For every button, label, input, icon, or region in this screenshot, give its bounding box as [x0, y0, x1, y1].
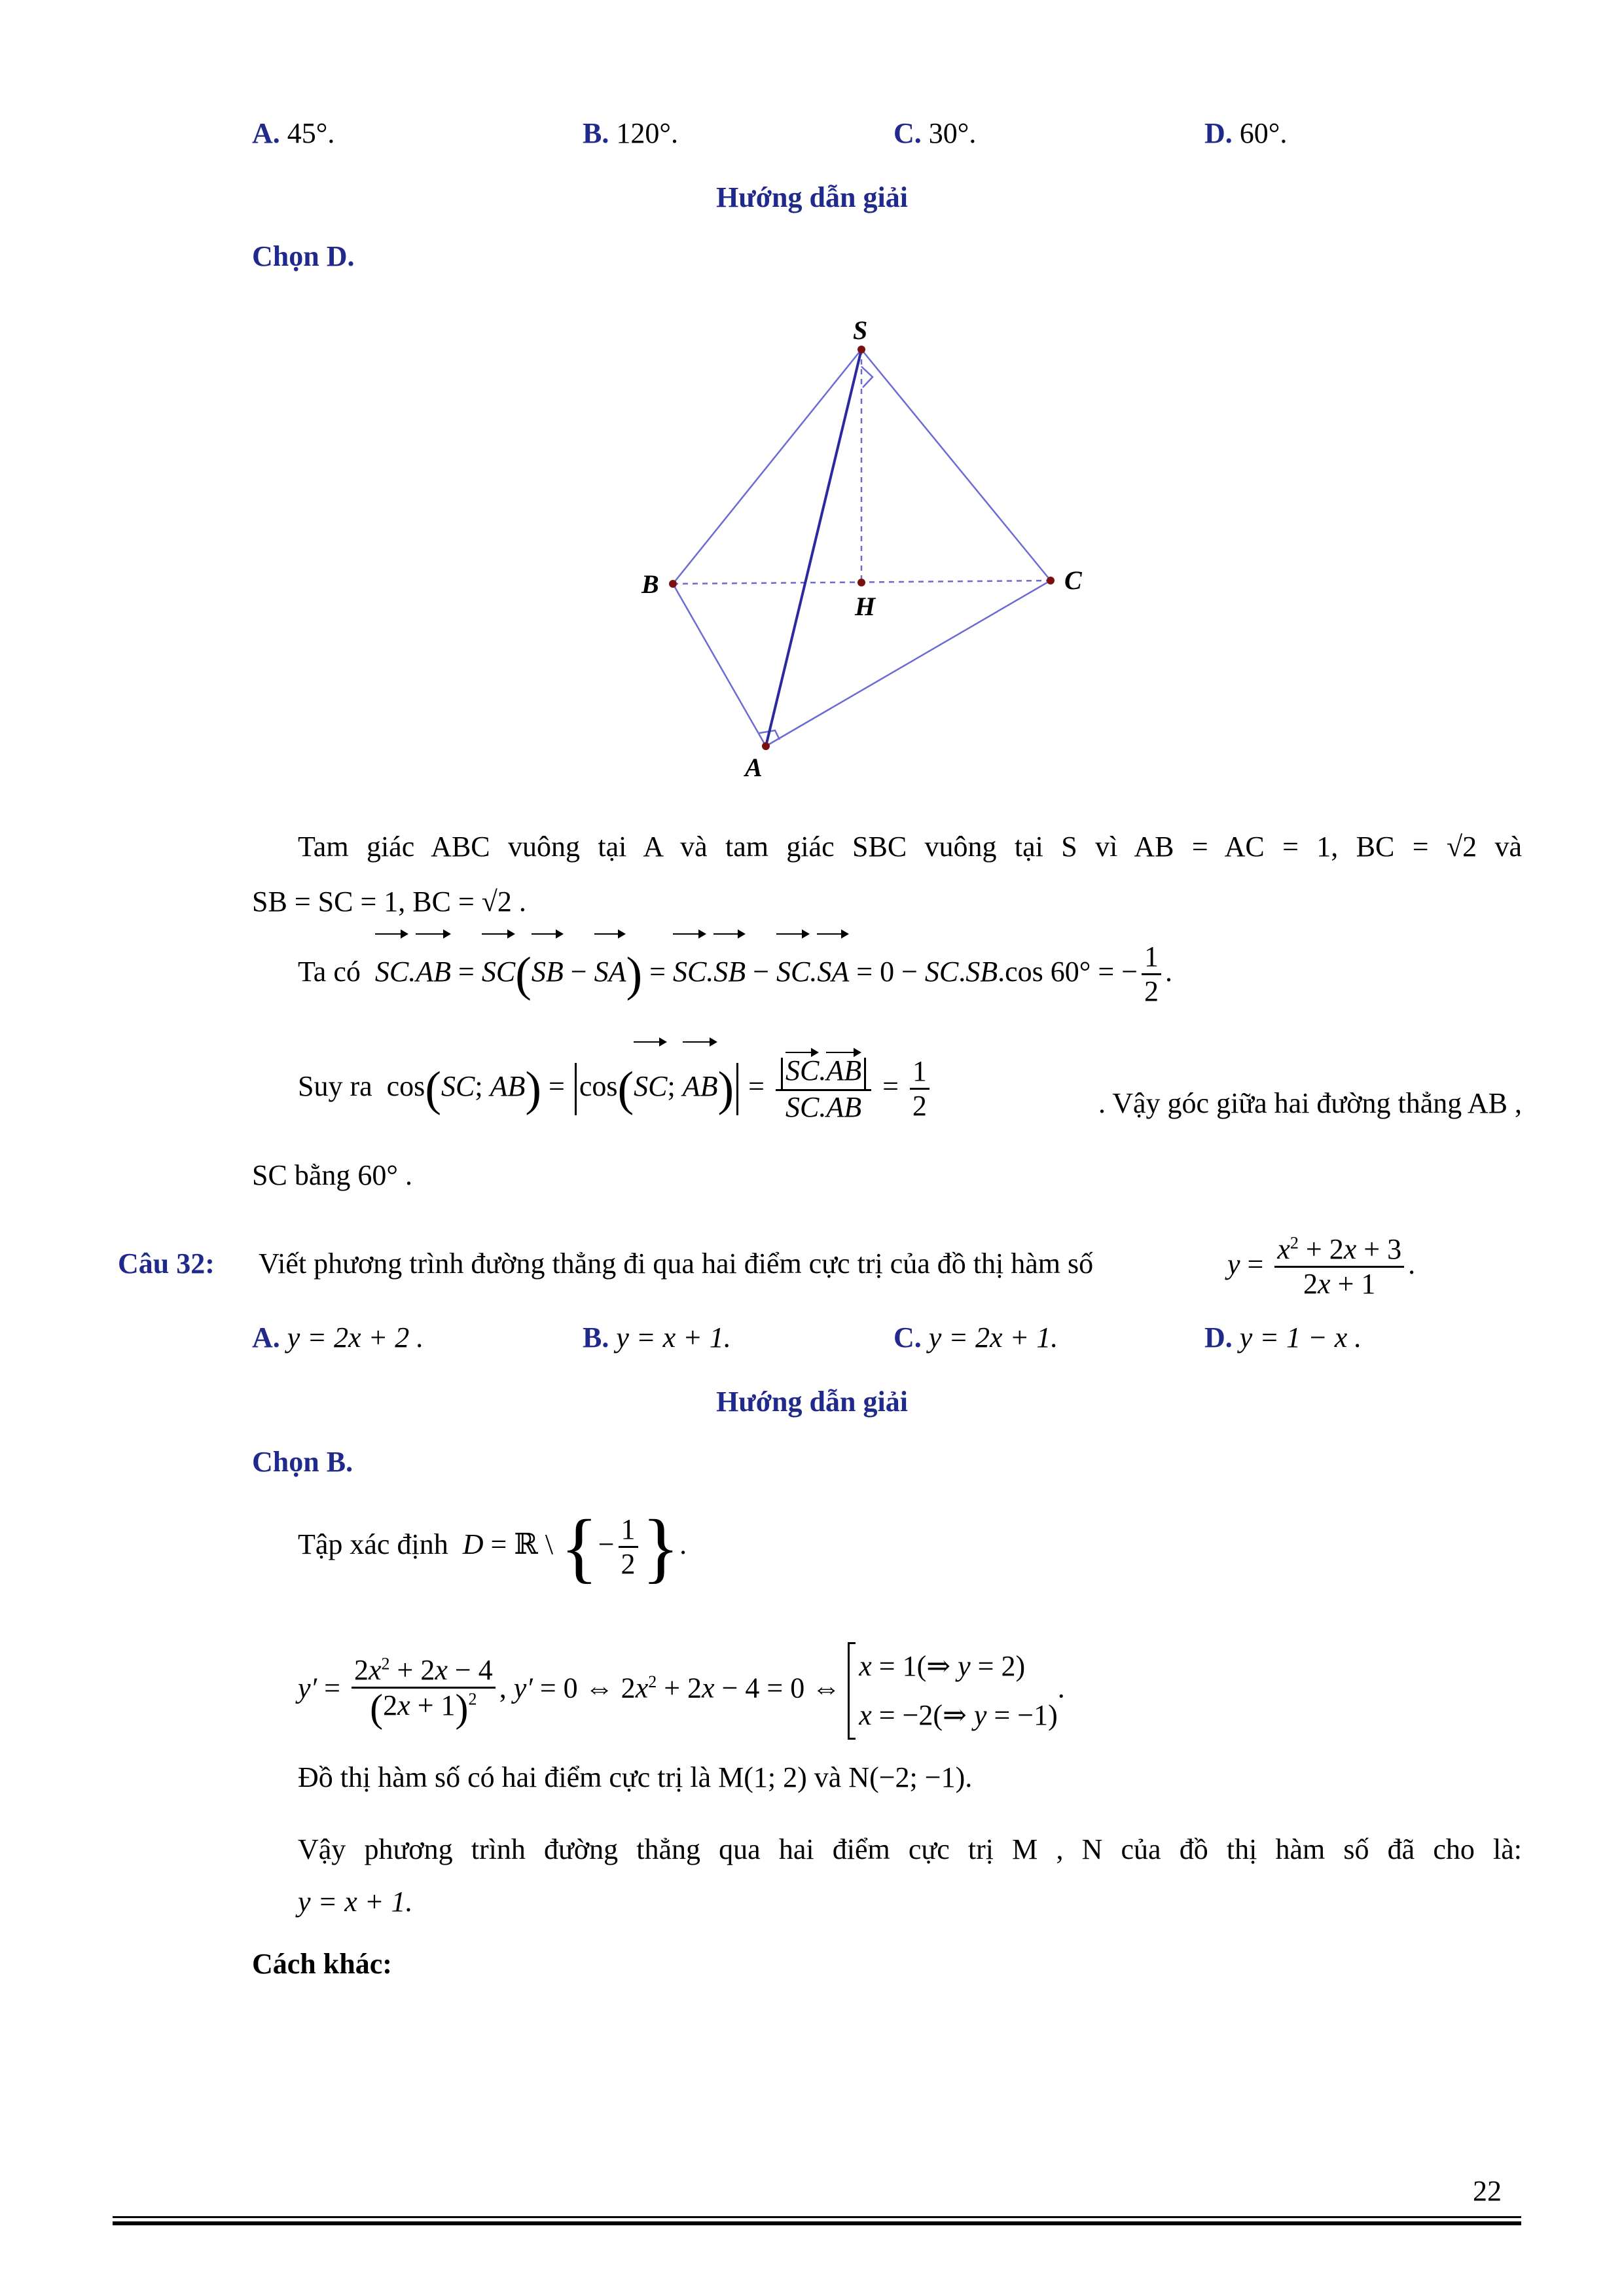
point-a — [762, 742, 770, 750]
point-s — [857, 346, 865, 353]
q31-option-d: D. 60°. — [1204, 117, 1288, 149]
label-b: B — [641, 569, 659, 599]
footer-rule-thick — [113, 2221, 1521, 2225]
cosine-line: Suy ra cos(SC; AB) = cos(SC; AB) = $\frac{SC.AB}{SC.AB}$ = $\frac{1}{2}$ — [298, 1044, 933, 1129]
q32-function: y = $\frac{x^2 + 2x + 3}{2x + 1}$ . — [1227, 1232, 1416, 1300]
q31-option-a: A. 45°. — [252, 117, 335, 149]
right-angle-s — [861, 367, 873, 387]
edge-ba — [673, 584, 766, 746]
point-b — [669, 580, 677, 588]
q32-conclusion-equation: y = x + 1. — [298, 1886, 413, 1918]
q32-label: Câu 32: — [118, 1247, 215, 1280]
q31-choice: Chọn D. — [252, 240, 355, 272]
extrema-points: Đồ thị hàm số có hai điểm cực trị là M(1; 2) và N(−2; −1). — [298, 1761, 973, 1793]
label-s: S — [853, 315, 868, 345]
cosine-conclusion: . Vậy góc giữa hai đường thẳng AB , — [1098, 1087, 1522, 1119]
dot-product-line: Ta có SC.AB = SC(SB − SA) = SC.SB − SC.SA = 0 − SC.SB.cos 60° = − $\frac{1}{2}$ . — [298, 936, 1172, 1008]
q31-guide-heading: Hướng dẫn giải — [716, 181, 908, 213]
edge-ac — [766, 581, 1051, 746]
edge-sc — [861, 350, 1051, 581]
q32-conclusion: Vậy phương trình đường thẳng qua hai điểm cực trị M , N của đồ thị hàm số đã cho là: — [298, 1833, 1522, 1865]
point-h — [857, 579, 865, 586]
q32-option-d: D. y = 1 − x . — [1204, 1321, 1362, 1354]
pyramid-figure — [0, 0, 1624, 798]
q32-option-c: C. y = 2x + 1. — [893, 1321, 1058, 1354]
domain-line: Tập xác định D = ℝ \ {− $\frac{1}{2}$ }. — [298, 1503, 687, 1590]
q31-paragraph-1b: SB = SC = 1, BC = √2 . — [252, 886, 526, 918]
q32-option-a: A. y = 2x + 2 . — [252, 1321, 424, 1354]
q31-option-b: B. 120°. — [583, 117, 678, 149]
q32-guide-heading: Hướng dẫn giải — [716, 1386, 908, 1418]
q32-choice: Chọn B. — [252, 1446, 353, 1478]
label-h: H — [855, 592, 876, 621]
q32-option-b: B. y = x + 1. — [583, 1321, 731, 1354]
footer-rule-thin — [113, 2216, 1521, 2218]
q32-question: Viết phương trình đường thẳng đi qua hai điểm cực trị của đồ thị hàm số — [259, 1247, 1094, 1280]
label-a: A — [745, 753, 763, 782]
q31-paragraph-3b: SC bằng 60° . — [252, 1159, 412, 1191]
point-c — [1047, 577, 1055, 584]
q31-paragraph-1: Tam giác ABC vuông tại A và tam giác SBC vuông tại S vì AB = AC = 1, BC = √2 và — [298, 831, 1522, 863]
derivative-line: y′ = $\frac{2x^2 + 2x - 4}{(2x + 1)^2}$ , y′ = 0 ⇔ $2x^2 + 2x - 4 = 0$ ⇔ x = 1(⇒ y = 2) x = −2(⇒ y = −1) . — [298, 1623, 1065, 1741]
q31-option-c: C. 30°. — [893, 117, 977, 149]
alternative-method-heading: Cách khác: — [252, 1948, 392, 1980]
label-c: C — [1064, 565, 1082, 595]
page-number: 22 — [1473, 2175, 1502, 2207]
